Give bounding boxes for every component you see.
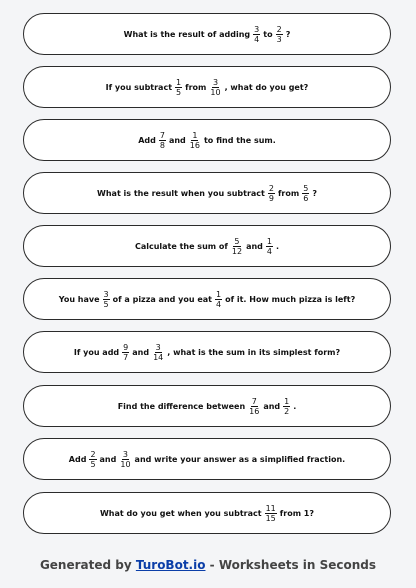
question-card <box>23 492 391 534</box>
footer-prefix: Generated by <box>39 558 136 572</box>
question-text <box>74 343 340 362</box>
fraction <box>119 450 131 469</box>
fraction-denominator: 6 <box>303 193 309 203</box>
fraction-denominator: 4 <box>254 34 260 44</box>
fraction <box>253 25 260 44</box>
question-text-segment: and <box>168 135 186 145</box>
fraction <box>209 78 221 97</box>
fraction-numerator: 2 <box>90 449 96 459</box>
question-text-segment: and <box>246 241 263 251</box>
fraction-denominator: 4 <box>216 299 222 309</box>
footer-suffix: - Worksheets in Seconds <box>205 558 377 572</box>
fraction <box>268 184 275 203</box>
question-text-segment: and <box>99 454 117 464</box>
question-text-segment: . <box>275 241 280 251</box>
fraction-denominator: 15 <box>265 513 276 523</box>
fraction-denominator: 8 <box>159 140 165 150</box>
fraction-numerator: 9 <box>123 342 129 352</box>
fraction-denominator: 9 <box>268 193 274 203</box>
question-text <box>124 25 291 44</box>
fraction <box>283 397 290 416</box>
fraction-denominator: 16 <box>249 406 260 416</box>
fraction-denominator: 4 <box>266 246 272 256</box>
question-text-segment: to <box>263 29 273 39</box>
question-card <box>23 66 391 108</box>
question-text <box>69 450 345 469</box>
question-text-segment: ? <box>285 29 291 39</box>
fraction-numerator: 7 <box>159 130 165 140</box>
question-text-segment: , what is the sum in its simplest form? <box>167 347 341 357</box>
fraction-denominator: 12 <box>231 246 243 256</box>
question-text-segment: Find the difference between <box>117 401 246 411</box>
fraction <box>231 237 243 256</box>
question-text-segment: from 1? <box>279 508 315 518</box>
fraction-denominator: 10 <box>120 459 131 469</box>
question-text-segment: from <box>185 82 207 92</box>
fraction <box>103 290 110 309</box>
fraction-numerator: 1 <box>284 396 290 406</box>
fraction <box>159 131 166 150</box>
fraction-denominator: 14 <box>153 352 164 362</box>
fraction-numerator: 3 <box>103 289 109 299</box>
fraction-numerator: 5 <box>303 183 309 193</box>
fraction <box>189 131 201 150</box>
fraction-denominator: 10 <box>210 87 221 97</box>
question-text-segment: ? <box>312 188 317 198</box>
turobot-link[interactable]: TuroBot.io <box>135 558 206 572</box>
question-text-segment: Add <box>138 135 156 145</box>
fraction-numerator: 3 <box>155 342 161 352</box>
question-text-segment: Calculate the sum of <box>134 241 228 251</box>
question-card <box>23 331 391 373</box>
fraction-numerator: 2 <box>276 24 282 34</box>
fraction <box>248 397 260 416</box>
question-text-segment: and <box>132 347 150 357</box>
question-card <box>23 225 391 267</box>
fraction-numerator: 1 <box>216 289 222 299</box>
question-text <box>100 504 314 523</box>
fraction-denominator: 7 <box>123 352 129 362</box>
fraction-numerator: 1 <box>266 236 272 246</box>
fraction <box>266 237 273 256</box>
question-text-segment: of it. How much pizza is left? <box>225 294 356 304</box>
fraction-denominator: 2 <box>284 406 290 416</box>
fraction <box>152 343 164 362</box>
fraction-numerator: 1 <box>176 77 182 87</box>
question-card <box>23 119 391 161</box>
fraction-denominator: 5 <box>103 299 109 309</box>
fraction-denominator: 5 <box>176 87 182 97</box>
question-text-segment: and <box>263 401 281 411</box>
question-card <box>23 172 391 214</box>
question-card <box>23 13 391 55</box>
fraction-denominator: 5 <box>90 459 96 469</box>
question-text-segment: of a pizza and you eat <box>112 294 212 304</box>
fraction <box>276 25 283 44</box>
question-card <box>23 278 391 320</box>
question-text <box>138 131 276 150</box>
footer <box>0 558 416 572</box>
question-text <box>118 397 297 416</box>
fraction-denominator: 16 <box>189 140 200 150</box>
question-text-segment: You have <box>58 294 100 304</box>
fraction <box>215 290 222 309</box>
question-text-segment: from <box>277 188 300 198</box>
fraction <box>89 450 96 469</box>
fraction-numerator: 7 <box>251 396 257 406</box>
fraction <box>302 184 309 203</box>
fraction-numerator: 3 <box>254 24 260 34</box>
question-text-segment: What do you get when you subtract <box>99 508 262 518</box>
question-text-segment: If you subtract <box>105 82 173 92</box>
fraction <box>175 78 182 97</box>
question-text <box>59 290 355 309</box>
question-text-segment: Add <box>68 454 87 464</box>
question-text <box>135 237 279 256</box>
fraction-numerator: 11 <box>265 503 276 513</box>
question-text <box>106 78 309 97</box>
fraction-denominator: 3 <box>276 34 282 44</box>
fraction-numerator: 5 <box>234 236 240 246</box>
question-card <box>23 385 391 427</box>
question-card <box>23 438 391 480</box>
fraction-numerator: 3 <box>122 449 128 459</box>
fraction <box>265 504 277 523</box>
question-text-segment: . <box>293 401 297 411</box>
question-text-segment: If you add <box>73 347 120 357</box>
fraction-numerator: 1 <box>192 130 198 140</box>
fraction <box>122 343 129 362</box>
fraction-numerator: 3 <box>212 77 219 87</box>
question-text <box>97 184 317 203</box>
question-text-segment: What is the result of adding <box>123 29 251 39</box>
question-text-segment: What is the result when you subtract <box>97 188 265 198</box>
question-text-segment: and write your answer as a simplified fraction. <box>134 454 346 464</box>
fraction-numerator: 2 <box>268 183 274 193</box>
question-text-segment: to find the sum. <box>203 135 276 145</box>
question-text-segment: , what do you get? <box>224 82 309 92</box>
